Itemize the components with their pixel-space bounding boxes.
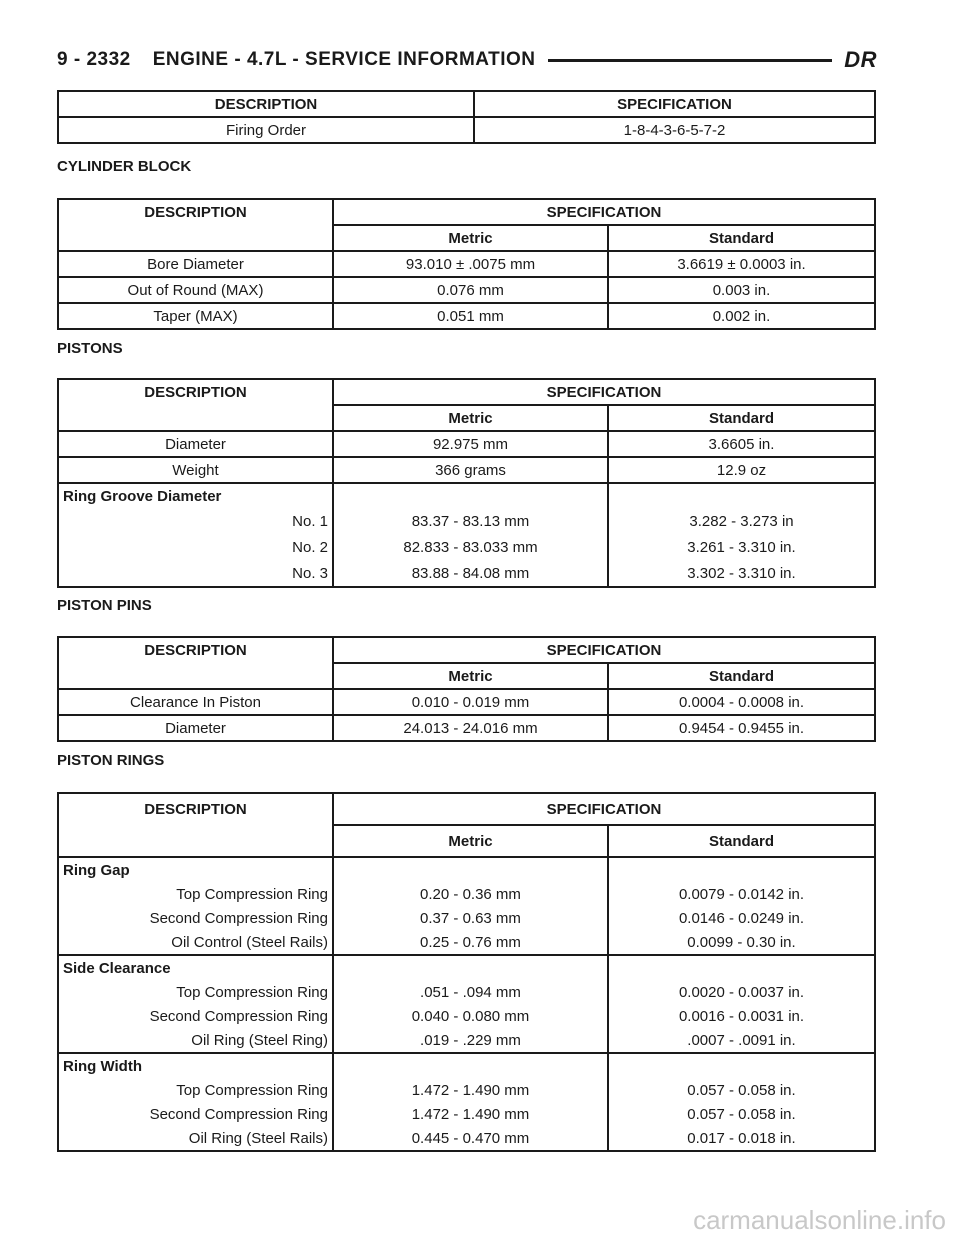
row-metric: 0.25 - 0.76 mm	[333, 930, 608, 955]
pistons-table	[57, 378, 876, 588]
header-blank	[58, 405, 333, 431]
model-code: DR	[844, 47, 877, 72]
header-description: DESCRIPTION	[58, 199, 333, 225]
header-specification: SPECIFICATION	[546, 800, 662, 818]
row-standard: 0.0079 - 0.0142 in.	[678, 885, 805, 903]
firing-order-table	[57, 90, 876, 144]
table-row	[58, 508, 875, 534]
row-metric: 82.833 - 83.033 mm	[333, 534, 608, 560]
row-standard: 0.0016 - 0.0031 in.	[678, 1007, 805, 1025]
group-label: Side Clearance	[58, 955, 333, 980]
table-row	[58, 534, 875, 560]
page-number: 9 - 2332	[57, 49, 131, 70]
row-description: Top Compression Ring	[58, 1078, 333, 1102]
row-description: Diameter	[58, 715, 333, 741]
table-row	[58, 715, 875, 741]
row-standard: 3.282 - 3.273 in	[689, 512, 794, 530]
header-standard: Standard	[608, 405, 875, 431]
row-standard: 0.0099 - 0.30 in.	[687, 933, 796, 951]
row-description: Oil Control (Steel Rails)	[58, 930, 333, 955]
header-blank	[58, 225, 333, 251]
table-row	[58, 1004, 875, 1028]
section-title-piston-rings: PISTON RINGS	[57, 752, 165, 769]
table-row	[58, 1126, 875, 1151]
row-metric: 1.472 - 1.490 mm	[333, 1102, 608, 1126]
header-metric: Metric	[333, 825, 608, 857]
group-label: Ring Width	[58, 1053, 333, 1078]
section-title-piston-pins: PISTON PINS	[57, 597, 152, 614]
header-description: DESCRIPTION	[58, 91, 474, 117]
group-blank-standard	[608, 955, 875, 980]
row-metric: .019 - .229 mm	[333, 1028, 608, 1053]
header-blank	[58, 663, 333, 689]
table-row	[58, 251, 875, 277]
row-standard: 3.261 - 3.310 in.	[687, 538, 796, 556]
table-row	[58, 457, 875, 483]
group-label: Ring Groove Diameter	[58, 483, 333, 508]
row-metric: 83.88 - 84.08 mm	[333, 560, 608, 587]
header-description: DESCRIPTION	[58, 379, 333, 405]
row-metric: 366 grams	[333, 457, 608, 483]
cylinder-block-table	[57, 198, 876, 330]
row-standard: 0.057 - 0.058 in.	[687, 1105, 796, 1123]
header-description: DESCRIPTION	[58, 793, 333, 825]
table-row	[58, 689, 875, 715]
header-metric: Metric	[333, 225, 608, 251]
group-row	[58, 955, 875, 980]
header-standard: Standard	[608, 825, 875, 857]
row-description: Weight	[58, 457, 333, 483]
row-standard: 0.003 in.	[608, 277, 875, 303]
watermark: carmanualsonline.info	[693, 1205, 946, 1235]
row-description: Diameter	[58, 431, 333, 457]
table-row	[58, 1028, 875, 1053]
group-row	[58, 857, 875, 882]
row-description: Top Compression Ring	[58, 980, 333, 1004]
section-title-cylinder-block: CYLINDER BLOCK	[57, 158, 192, 175]
group-row	[58, 1053, 875, 1078]
table-row	[58, 1078, 875, 1102]
row-standard: 0.057 - 0.058 in.	[687, 1081, 796, 1099]
row-metric: 0.051 mm	[333, 303, 608, 329]
row-metric: 93.010 ± .0075 mm	[333, 251, 608, 277]
firing-order-desc: Firing Order	[58, 117, 474, 143]
row-description: Top Compression Ring	[58, 882, 333, 906]
table-row	[58, 906, 875, 930]
row-metric: 0.040 - 0.080 mm	[333, 1004, 608, 1028]
page-header	[57, 46, 877, 74]
row-description: No. 1	[58, 508, 333, 534]
header-metric: Metric	[333, 405, 608, 431]
group-blank-standard	[608, 1053, 875, 1078]
row-description: Taper (MAX)	[58, 303, 333, 329]
row-description: Oil Ring (Steel Rails)	[58, 1126, 333, 1151]
group-row	[58, 483, 875, 508]
row-description: Second Compression Ring	[58, 1102, 333, 1126]
row-description: Clearance In Piston	[58, 689, 333, 715]
table-row	[58, 560, 875, 587]
row-metric: 83.37 - 83.13 mm	[333, 508, 608, 534]
header-specification: SPECIFICATION	[546, 203, 662, 221]
row-description: No. 3	[58, 560, 333, 587]
group-blank-metric	[333, 857, 608, 882]
row-metric: 0.20 - 0.36 mm	[333, 882, 608, 906]
header-description: DESCRIPTION	[58, 637, 333, 663]
table-row	[58, 930, 875, 955]
row-description: Second Compression Ring	[58, 906, 333, 930]
table-row	[58, 303, 875, 329]
group-blank-metric	[333, 1053, 608, 1078]
header-standard: Standard	[608, 225, 875, 251]
row-standard: 3.302 - 3.310 in.	[687, 564, 796, 582]
row-standard: .0007 - .0091 in.	[687, 1031, 796, 1049]
table-row	[58, 1102, 875, 1126]
group-blank-standard	[608, 483, 875, 508]
group-blank-standard	[608, 857, 875, 882]
header-specification: SPECIFICATION	[617, 95, 732, 113]
piston-rings-table	[57, 792, 876, 1152]
row-description: Oil Ring (Steel Ring)	[58, 1028, 333, 1053]
row-standard: 0.017 - 0.018 in.	[687, 1129, 796, 1147]
header-specification: SPECIFICATION	[546, 641, 662, 659]
row-standard: 0.9454 - 0.9455 in.	[608, 715, 875, 741]
row-standard: 0.0146 - 0.0249 in.	[678, 909, 805, 927]
table-row	[58, 431, 875, 457]
group-label: Ring Gap	[58, 857, 333, 882]
header-rule	[548, 59, 833, 62]
row-description: No. 2	[58, 534, 333, 560]
row-description: Out of Round (MAX)	[58, 277, 333, 303]
group-blank-metric	[333, 955, 608, 980]
row-metric: .051 - .094 mm	[333, 980, 608, 1004]
header-specification: SPECIFICATION	[546, 383, 662, 401]
firing-order-spec: 1-8-4-3-6-5-7-2	[474, 117, 875, 143]
row-metric: 0.010 - 0.019 mm	[333, 689, 608, 715]
row-metric: 92.975 mm	[333, 431, 608, 457]
group-blank-metric	[333, 483, 608, 508]
row-description: Bore Diameter	[58, 251, 333, 277]
table-row	[58, 980, 875, 1004]
section-title-pistons: PISTONS	[57, 340, 123, 357]
header-metric: Metric	[333, 663, 608, 689]
table-row	[58, 277, 875, 303]
header-blank	[58, 825, 333, 857]
row-metric: 0.37 - 0.63 mm	[333, 906, 608, 930]
row-standard: 0.002 in.	[608, 303, 875, 329]
row-standard: 0.0020 - 0.0037 in.	[678, 983, 805, 1001]
page-title: ENGINE - 4.7L - SERVICE INFORMATION	[152, 49, 536, 70]
row-standard: 3.6605 in.	[608, 431, 875, 457]
table-row	[58, 882, 875, 906]
row-description: Second Compression Ring	[58, 1004, 333, 1028]
row-metric: 0.076 mm	[333, 277, 608, 303]
row-metric: 24.013 - 24.016 mm	[333, 715, 608, 741]
row-metric: 0.445 - 0.470 mm	[333, 1126, 608, 1151]
row-standard: 12.9 oz	[608, 457, 875, 483]
row-metric: 1.472 - 1.490 mm	[333, 1078, 608, 1102]
row-standard: 3.6619 ± 0.0003 in.	[608, 251, 875, 277]
piston-pins-table	[57, 636, 876, 742]
header-standard: Standard	[608, 663, 875, 689]
row-standard: 0.0004 - 0.0008 in.	[608, 689, 875, 715]
